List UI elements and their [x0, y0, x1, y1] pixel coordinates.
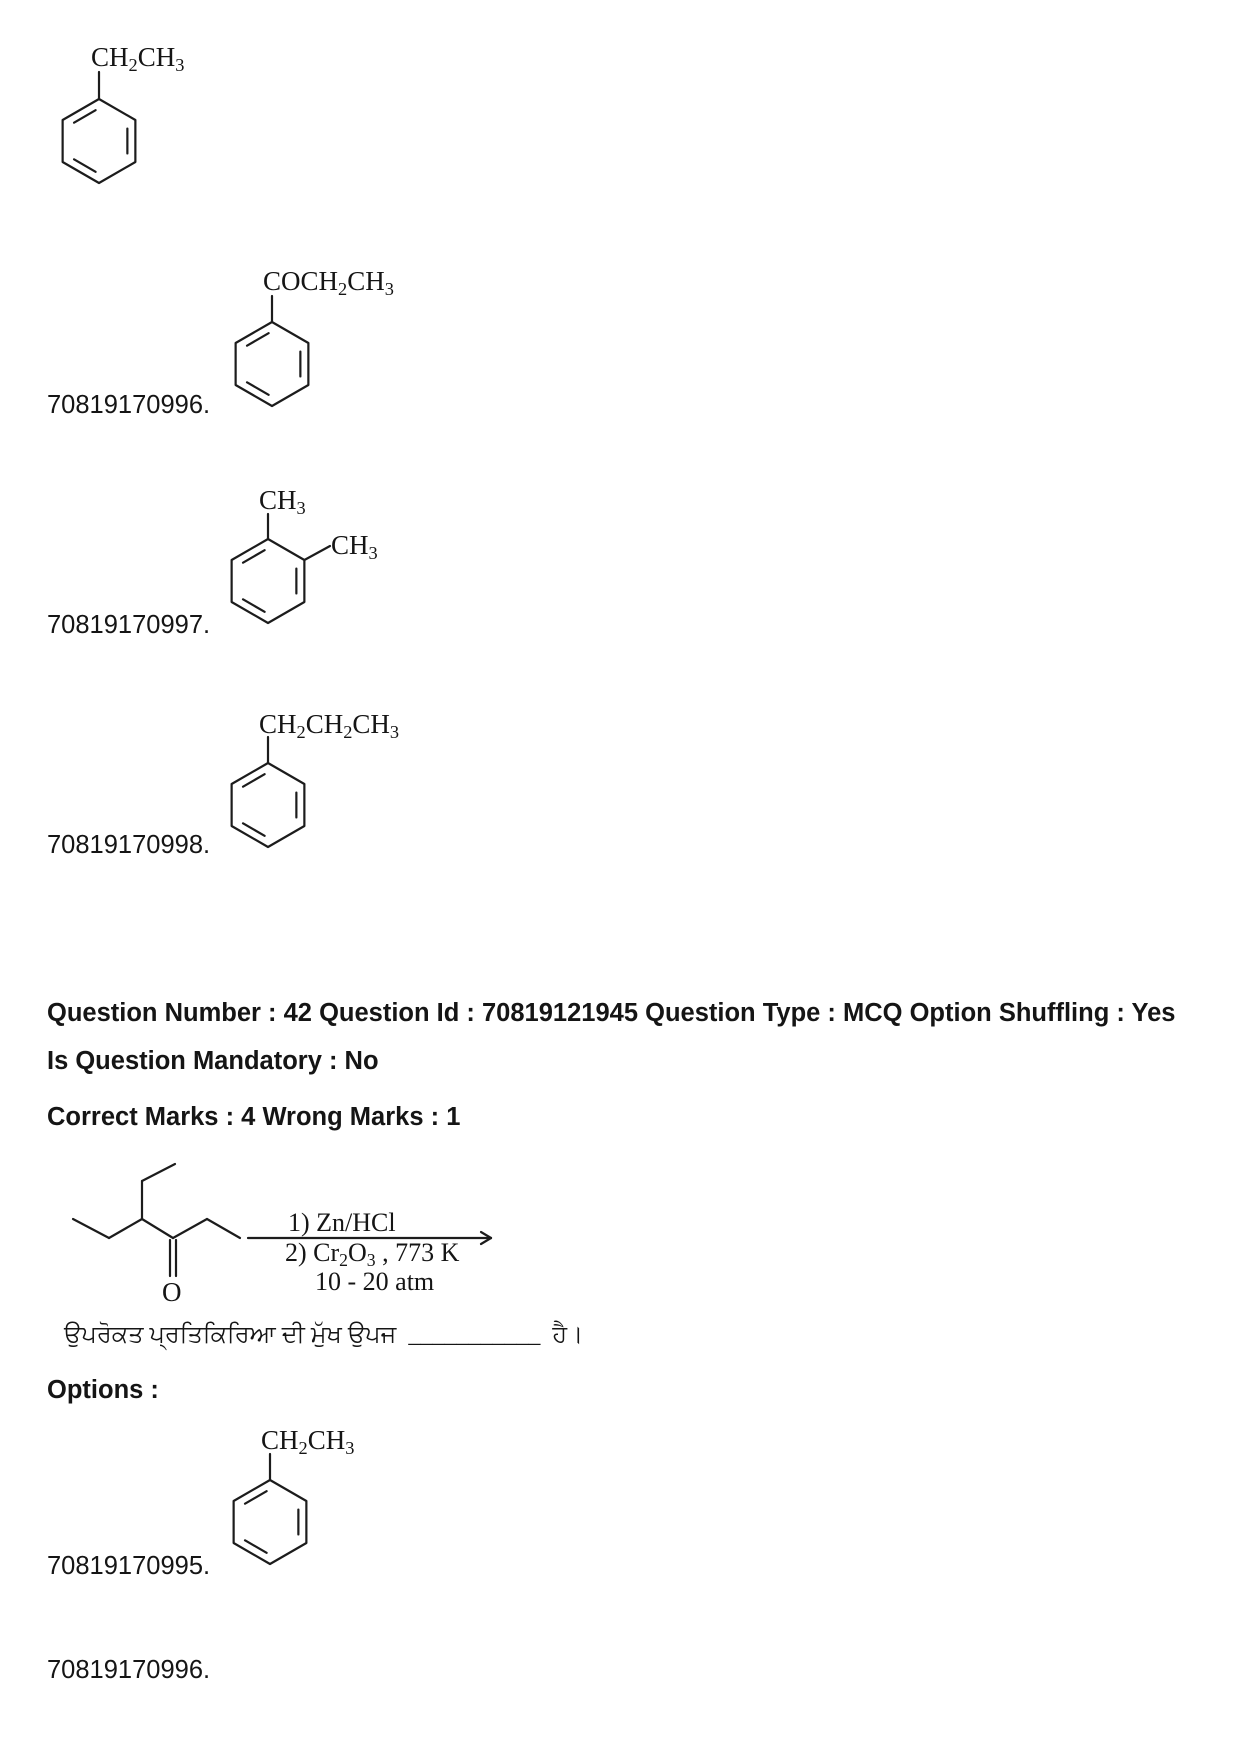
benzene-ring: [63, 99, 136, 183]
ring-double-bond: [243, 550, 265, 562]
answer-blank: ___________: [408, 1322, 541, 1348]
bond: [73, 1219, 109, 1238]
benzene-ring: [232, 763, 305, 847]
reactant-skeletal-structure: [73, 1164, 240, 1276]
ring-double-bond: [243, 774, 265, 786]
option-shuffling-label: Option Shuffling :: [909, 999, 1125, 1027]
arrow-head: [481, 1232, 491, 1238]
question-meta-line: [47, 1102, 460, 1132]
arrow-head: [481, 1238, 491, 1244]
question-meta-line: [47, 998, 1175, 1028]
option-id: 70819170995.: [47, 1552, 211, 1580]
prompt-text: ਉਪਰੋਕਤ ਪ੍ਰਤਿਕਿਰਿਆ ਦੀ ਮੁੱਖ ਉਪਜ: [64, 1322, 397, 1348]
wrong-marks-label: Wrong Marks :: [262, 1103, 440, 1131]
bond: [142, 1164, 175, 1181]
structure-option-70819170998: [232, 737, 305, 847]
bond: [142, 1219, 173, 1238]
ring-outline: [234, 1480, 307, 1564]
ring-outline: [232, 539, 305, 623]
benzene-ring: [232, 539, 305, 623]
substituent-bond: [304, 546, 330, 560]
ring-outline: [63, 99, 136, 183]
question-type-label: Question Type :: [645, 999, 836, 1027]
reaction-condition-above: 1) Zn/HCl: [288, 1208, 396, 1237]
ring-double-bond: [245, 1540, 267, 1552]
correct-marks-value: 4: [241, 1103, 256, 1131]
question-prompt: [64, 1320, 583, 1350]
substituent-label: $CH_2CH_2CH_3$: [259, 709, 400, 743]
bond: [109, 1219, 142, 1238]
option-id: 70819170998.: [47, 831, 211, 859]
structure-option-70819170997: [232, 514, 330, 623]
ring-double-bond: [74, 110, 96, 122]
option-id: 70819170997.: [47, 611, 211, 639]
benzene-ring: [234, 1480, 307, 1564]
ring-outline: [236, 322, 309, 406]
question-id-value: 70819121945: [482, 999, 639, 1027]
oxygen-atom-label: O: [162, 1277, 182, 1307]
reaction-condition-below: 2) $Cr_2O_3$ , 773 K: [285, 1238, 460, 1270]
structure-option-70819170996: [236, 296, 309, 406]
bond: [207, 1219, 240, 1238]
substituent-label: $CH_3$: [259, 485, 306, 519]
substituent-label: $CH_2CH_3$: [91, 42, 185, 76]
reaction-condition-below: 10 - 20 atm: [315, 1267, 435, 1296]
substituent-label: $CH_2CH_3$: [261, 1425, 355, 1459]
wrong-marks-value: 1: [446, 1103, 461, 1131]
ring-double-bond: [245, 1491, 267, 1503]
mandatory-value: No: [344, 1047, 379, 1075]
structure-option-70819170995: [234, 1454, 307, 1564]
ring-double-bond: [243, 823, 265, 835]
question-number-label: Question Number :: [47, 999, 277, 1027]
option-shuffling-value: Yes: [1131, 999, 1176, 1027]
ring-double-bond: [247, 382, 269, 394]
options-heading: Options :: [47, 1376, 159, 1404]
ring-double-bond: [243, 599, 265, 611]
benzene-ring: [236, 322, 309, 406]
ring-outline: [232, 763, 305, 847]
question-number-value: 42: [283, 999, 312, 1027]
question-meta-line: [47, 1046, 379, 1076]
question-id-label: Question Id :: [319, 999, 475, 1027]
option-id: 70819170996.: [47, 391, 211, 419]
substituent-label: $CH_3$: [331, 530, 378, 564]
option-id: 70819170996.: [47, 1656, 211, 1684]
mandatory-label: Is Question Mandatory :: [47, 1047, 338, 1075]
question-type-value: MCQ: [843, 999, 903, 1027]
structure-top: [63, 72, 136, 183]
ring-double-bond: [247, 333, 269, 345]
correct-marks-label: Correct Marks :: [47, 1103, 235, 1131]
substituent-label: $COCH_2CH_3$: [263, 266, 394, 300]
prompt-ending: ਹੈ।: [552, 1322, 584, 1348]
ring-double-bond: [74, 159, 96, 171]
bond: [173, 1219, 207, 1238]
